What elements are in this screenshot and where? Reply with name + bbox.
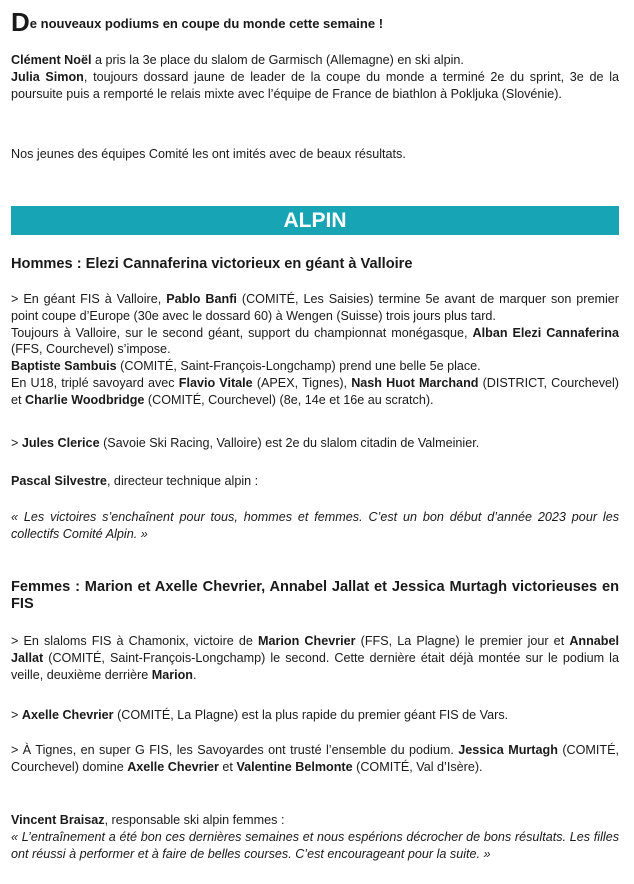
- athlete-name: Baptiste Sambuis: [11, 359, 117, 374]
- text: , responsable ski alpin femmes :: [104, 813, 285, 827]
- text: et: [218, 759, 237, 774]
- intro-title-text: e nouveaux podiums en coupe du monde cette semaine !: [29, 16, 384, 31]
- athlete-name: Julia Simon: [11, 69, 84, 84]
- athlete-name: Flavio Vitale: [178, 375, 253, 390]
- text: Toujours à Valloire, sur le second géant, support du championnat monégasque,: [11, 325, 473, 340]
- text: , directeur technique alpin :: [106, 474, 259, 488]
- text: (COMITÉ, Saint-François-Longchamp) prend une belle 5e place.: [116, 359, 481, 374]
- intro-text: , toujours dossard jaune de leader de la coupe du monde a terminé 2e du sprint, 3e de la poursuite puis a remporté le relais mixte avec l’équipe de France de biathlon à Pokljuka (Slovénie).: [11, 69, 619, 101]
- men-paragraph-valmeinier: [11, 435, 619, 452]
- men-quote-author: [11, 473, 619, 490]
- athlete-name: Jules Clerice: [21, 436, 100, 450]
- section-banner-alpin: ALPIN: [11, 206, 619, 235]
- text: (COMITÉ, Val d’Isère).: [352, 759, 483, 774]
- athlete-name: Charlie Woodbridge: [25, 392, 145, 407]
- athlete-name: Nash Huot Marchand: [351, 375, 479, 390]
- text: (COMITÉ, Les Saisies) termine 5e avant de marquer son premier point coupe d’Europe (30e avec le dossard 60) à Wengen (Suisse) trois jours plus tard.: [11, 292, 619, 323]
- text: .: [192, 667, 197, 682]
- text: (APEX, Tignes),: [252, 375, 352, 390]
- text: >: [11, 708, 22, 722]
- women-quote: « L’entraînement a été bon ces dernières semaines et nous espérions décrocher de bons résultats. Les filles ont réussi à performer et à faire de belles courses. C’est encourageant pour la suite. »: [11, 829, 619, 861]
- athlete-name: Pablo Banfi: [166, 292, 237, 306]
- intro-title: [11, 7, 619, 37]
- text: (COMITÉ, Saint-François-Longchamp) le second. Cette dernière était déjà montée sur le podium la veille, deuxième derrière: [11, 650, 619, 682]
- text: (Savoie Ski Racing, Valloire) est 2e du slalom citadin de Valmeinier.: [99, 436, 480, 450]
- text: (COMITÉ, Courchevel) (8e, 14e et 16e au scratch).: [144, 392, 434, 407]
- intro-paragraph-results: [11, 52, 619, 102]
- women-paragraph-vars: [11, 707, 619, 724]
- intro-text: a pris la 3e place du slalom de Garmisch (Allemagne) en ski alpin.: [91, 53, 464, 67]
- athlete-name: Valentine Belmonte: [236, 759, 353, 774]
- coach-name: Pascal Silvestre: [11, 474, 107, 488]
- athlete-name: Annabel Jallat: [11, 634, 619, 665]
- intro-paragraph-teams: Nos jeunes des équipes Comité les ont imités avec de beaux résultats.: [11, 147, 406, 161]
- text: >: [11, 436, 22, 450]
- text: (COMITÉ, Courchevel) domine: [11, 743, 619, 774]
- women-quote-block: [11, 812, 619, 862]
- drop-cap: D: [11, 7, 30, 37]
- text: (FFS, La Plagne) le premier jour et: [355, 634, 570, 648]
- men-quote: « Les victoires s’enchaînent pour tous, hommes et femmes. C’est un bon début d’année 2023 pour les collectifs Comité Alpin. »: [11, 510, 619, 541]
- text: > En slaloms FIS à Chamonix, victoire de: [11, 634, 259, 648]
- text: En U18, triplé savoyard avec: [11, 375, 179, 390]
- text: > En géant FIS à Valloire,: [11, 292, 167, 306]
- men-paragraph-valloire: [11, 291, 619, 409]
- women-paragraph-chamonix: [11, 633, 619, 683]
- text: (COMITÉ, La Plagne) est la plus rapide du premier géant FIS de Vars.: [113, 708, 509, 722]
- men-heading: Hommes : Elezi Cannaferina victorieux en géant à Valloire: [11, 256, 413, 272]
- text: (FFS, Courchevel) s’impose.: [11, 342, 171, 357]
- women-paragraph-tignes: [11, 742, 619, 776]
- text: (DISTRICT, Courchevel) et: [11, 375, 620, 407]
- women-heading: Femmes : Marion et Axelle Chevrier, Annabel Jallat et Jessica Murtagh victorieuses en FIS: [11, 579, 619, 612]
- athlete-name: Axelle Chevrier: [127, 759, 219, 774]
- athlete-name: Clément Noël: [11, 53, 92, 67]
- athlete-name: Marion: [151, 667, 193, 682]
- athlete-name: Axelle Chevrier: [21, 708, 114, 722]
- coach-name: Vincent Braisaz: [11, 813, 105, 827]
- athlete-name: Marion Chevrier: [258, 634, 356, 648]
- athlete-name: Alban Elezi Cannaferina: [472, 325, 619, 340]
- athlete-name: Jessica Murtagh: [458, 743, 558, 757]
- text: > À Tignes, en super G FIS, les Savoyardes ont trusté l’ensemble du podium.: [11, 743, 459, 757]
